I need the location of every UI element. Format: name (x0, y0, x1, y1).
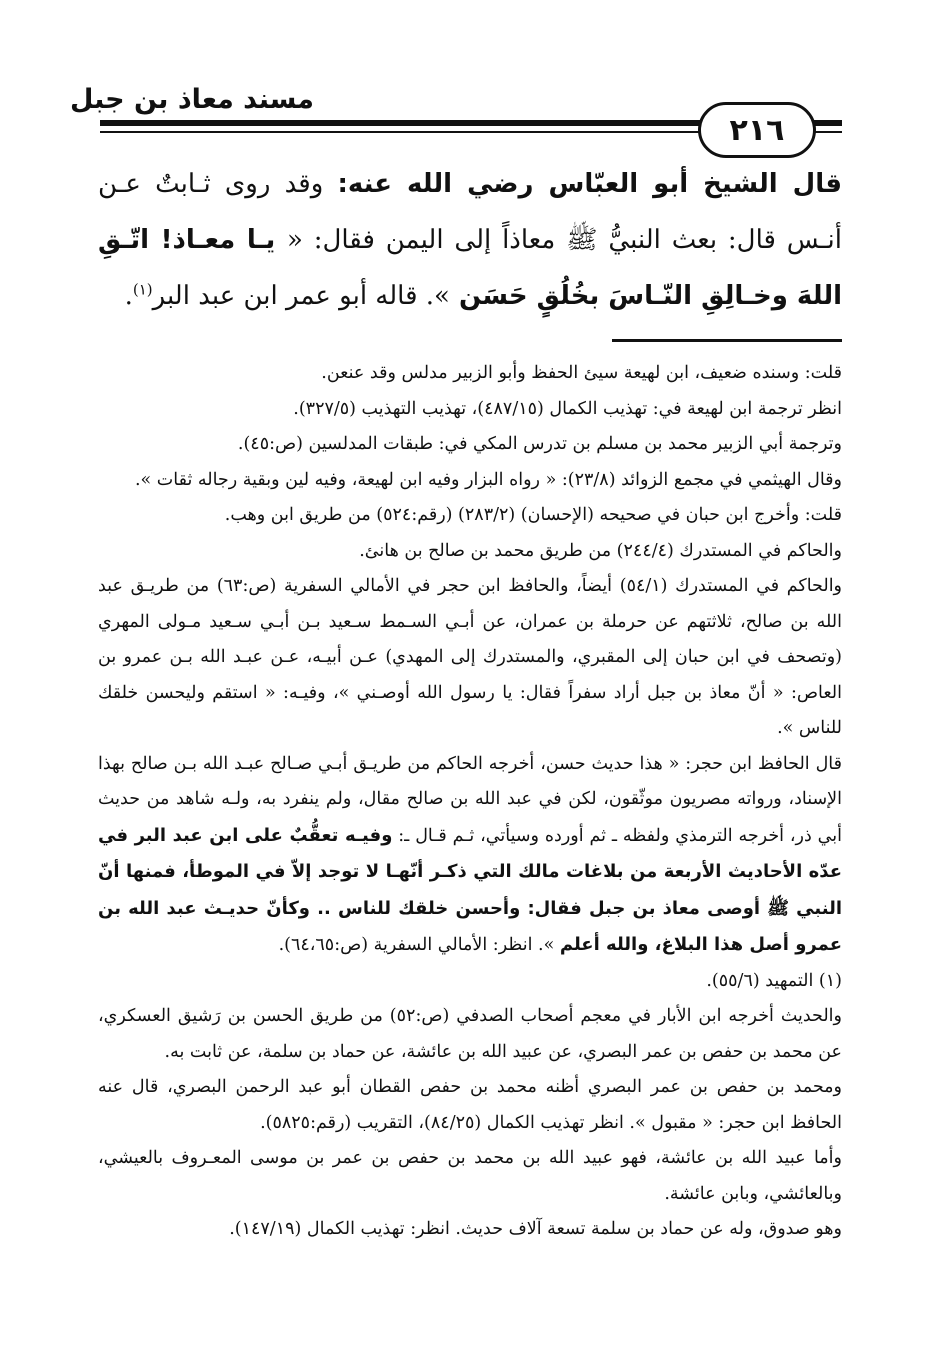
footnotes (98, 356, 842, 1248)
note-paragraph: قلت: وسنده ضعيف، ابن لهيعة سيئ الحفظ وأبو الزبير مدلس وقد عنعن. (321, 363, 842, 383)
main-end: . (124, 281, 133, 311)
intro-heading: قال الشيخ أبو العبّاس رضي الله عنه: (337, 169, 842, 199)
note-paragraph: ومحمد بن حفص بن عمر البصري أظنه محمد بن حفص القطان أبو عبد الرحمن البصري، قال عنه الحافظ ابن حجر: « مقبول ». انظر تهذيب الكمال (٨٤/٢٥)، التقريب (رقم:٥٨٢٥). (98, 1077, 842, 1133)
main-text (98, 156, 842, 324)
hadith-text: يـا معـاذ! اتّـقِ اللهَ وخـالِقِ النّـاسَ بخُلُقٍ حَسَن (98, 225, 842, 311)
ibn-hajar-quote: قال الحافظ ابن حجر: « هذا حديث حسن، أخرجه الحاكم من طريـق أبـي صـالح عبـد الله بـن صالح بهذا الإسناد، ورواته مصريون موثّقون، لكن في عبد الله بن صالح مقال، ولم ينفرد به، ولـه شاهد من حديث أبي ذر، أخرجه الترمذي ولفظه ـ ثم أورده وسيأتي، ثـم قـال ـ: (98, 753, 842, 846)
attribution-text: ». قاله أبو عمر ابن عبد البر (152, 281, 450, 311)
footnote-separator (612, 339, 842, 342)
note-paragraph: وأما عبيد الله بن عائشة، فهو عبيد الله بن محمد بن حفص بن عمر بن موسى المعـروف بالعيشي، وبالعائشي، وبابن عائشة. (98, 1148, 842, 1204)
ibn-hajar-bold: وفيـه تعقُّبٌ على ابن عبد البر في عدّه الأحاديث الأربعة من بلاغات مالك التي ذكـر أنّهـا لا توجد إلاّ في الموطأ، فمنها أنّ النبي ﷺ أوصى معاذ بن جبل فقال: وأحسن خلقك للناس .. وكأنّ حديـث عبد الله بن عمرو أصل هذا البلاغ، والله أعلم (98, 824, 842, 955)
note-paragraph: قلت: وأخرج ابن حبان في صحيحه (الإحسان) (٢٨٣/٢) (رقم:٥٢٤) من طريق ابن وهب. (224, 505, 842, 525)
note-paragraph: وقال الهيثمي في مجمع الزوائد (٢٣/٨): « رواه البزار وفيه ابن لهيعة، وفيه لين وبقية رجاله ثقات ». (134, 469, 842, 490)
note-paragraph: والحديث أخرجه ابن الأبار في معجم أصحاب الصدفي (ص:٥٢) من طريق الحسن بن رَشيق العسكري، عن محمد بن حفص بن عمر البصري، عن عبيد الله بن عائشة، عن حماد بن سلمة، عن ثابت به. (98, 1006, 842, 1062)
page-number: ٢١٦ (698, 102, 816, 158)
note-paragraph: والحاكم في المستدرك (٢٤٤/٤) من طريق محمد بن صالح بن هانئ. (359, 540, 842, 561)
note-paragraph: وترجمة أبي الزبير محمد بن مسلم بن تدرس المكي في: طبقات المدلسين (ص:٤٥). (237, 434, 842, 454)
footnote-1: (١) التمهيد (٥٥/٦). (706, 970, 842, 991)
footnote-reference: (١) (132, 280, 153, 299)
note-paragraph-ibn-hajar (98, 747, 842, 964)
note-paragraph: وهو صدوق، وله عن حماد بن سلمة تسعة آلاف حديث. انظر: تهذيب الكمال (١٤٧/١٩). (229, 1219, 842, 1239)
note-paragraph: والحاكم في المستدرك (٥٤/١) أيضاً، والحافظ ابن حجر في الأمالي السفرية (ص:٦٣) من طريـق عبد الله بن صالح، ثلاثتهم عن حرملة بن عمران، عن أبـي السـمط سـعيد بـن أبـي سـعيد مـولى المهري (وتصحف في ابن حبان إلى المقبري، والمستدرك إلى المهدي) عـن أبيـه، عـن عبـد الله بـن عمرو بن العاص: « أنّ معاذ بن جبل أراد سفراً فقال: يا رسول الله أوصـني »، وفيـه: « استقم وليحسن خلقك للناس ». (98, 576, 843, 738)
ibn-hajar-end: ». انظر: الأمالي السفرية (ص:٦٤،٦٥). (278, 935, 560, 955)
main-paragraph (98, 156, 842, 324)
book-title: مسند معاذ بن جبل (70, 84, 314, 115)
note-paragraph: انظر ترجمة ابن لهيعة في: تهذيب الكمال (٤٨٧/١٥)، تهذيب التهذيب (٣٢٧/٥). (293, 398, 842, 419)
intro-text: وقد روى ثـابتٌ عـن أنـس قال: بعث النبيُّ ﷺ معاذاً إلى اليمن فقال: « (98, 169, 843, 255)
